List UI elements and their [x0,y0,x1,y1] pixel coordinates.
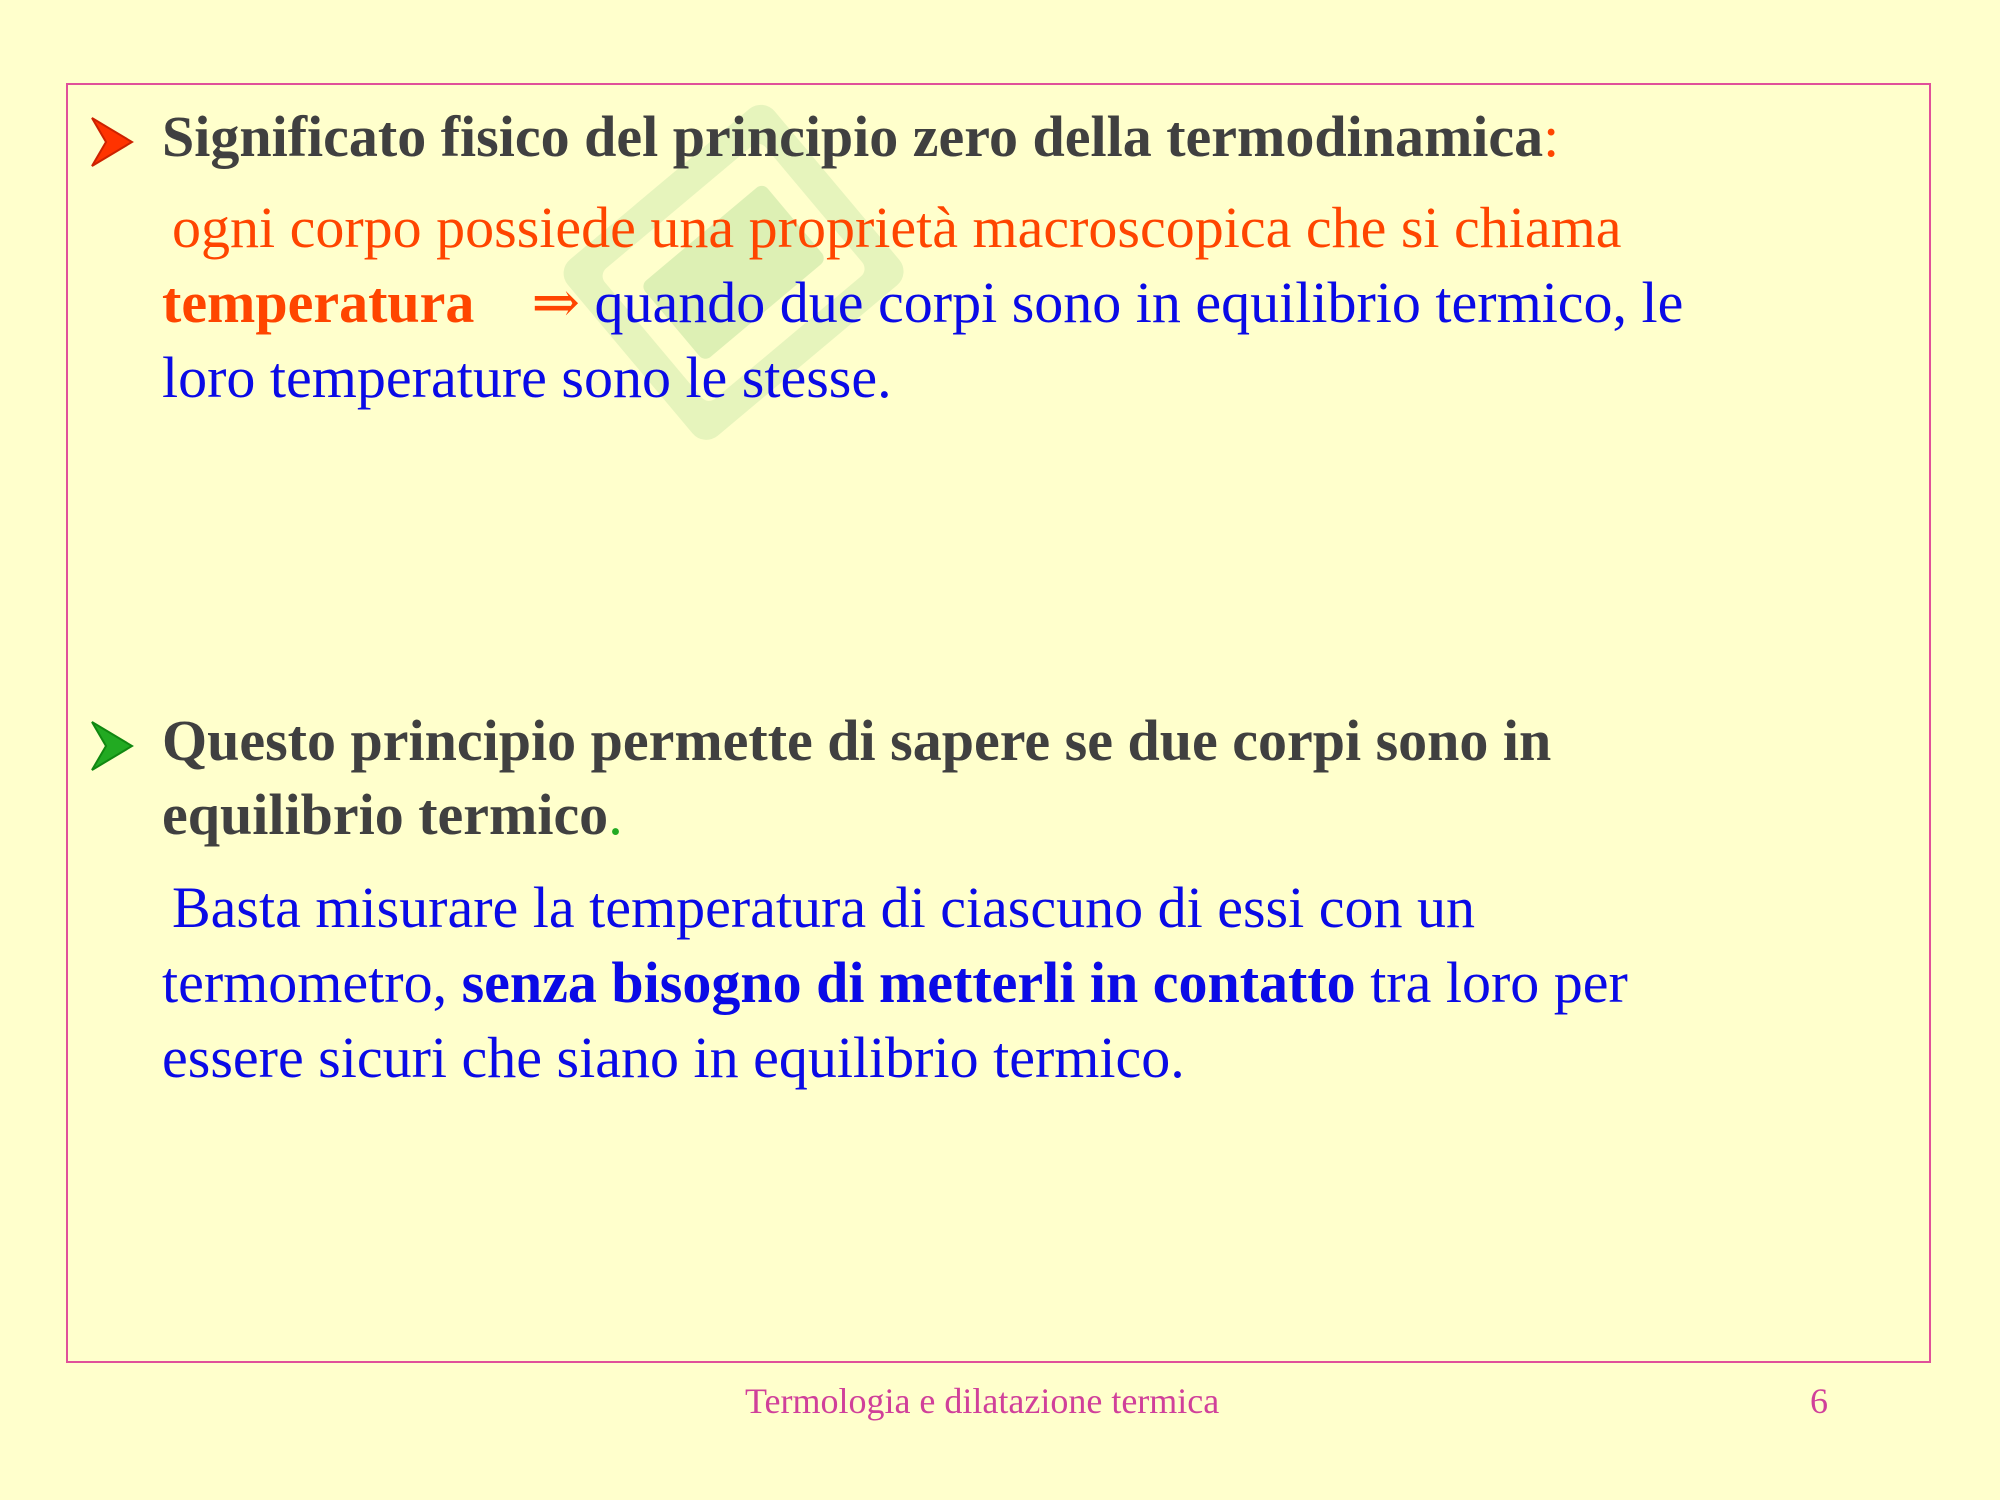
footer-title: Termologia e dilatazione termica [745,1381,1220,1421]
section2-line2-start: termometro, [162,950,462,1015]
section2-line2-end: tra loro per [1355,950,1628,1015]
arrow-bullet-icon [88,114,136,170]
section2-line1: Basta misurare la temperatura di ciascuno di essi con un [172,875,1475,940]
section1-line1: ogni corpo possiede una proprietà macroscopica che si chiama [172,195,1622,260]
section1-line2: quando due corpi sono in equilibrio termico, le [594,270,1684,335]
section2-emphasis: senza bisogno di metterli in contatto [461,950,1356,1015]
implies-symbol: ⇒ [531,270,581,335]
arrow-bullet-icon [88,718,136,774]
section1-heading: Significato fisico del principio zero della termodinamica: [162,104,1560,169]
section1-body [162,190,1912,415]
temperatura-term: temperatura [162,270,475,335]
section2-heading: Questo principio permette di sapere se due corpi sono in equilibrio termico. [162,708,1552,847]
page-number: 6 [1810,1381,1828,1421]
section2-body [162,870,1912,1095]
bullet-item-1 [88,100,1962,174]
section2-line3: essere sicuri che siano in equilibrio termico. [162,1025,1185,1090]
bullet-item-2 [88,704,1962,852]
section1-line3: loro temperature sono le stesse. [162,345,892,410]
